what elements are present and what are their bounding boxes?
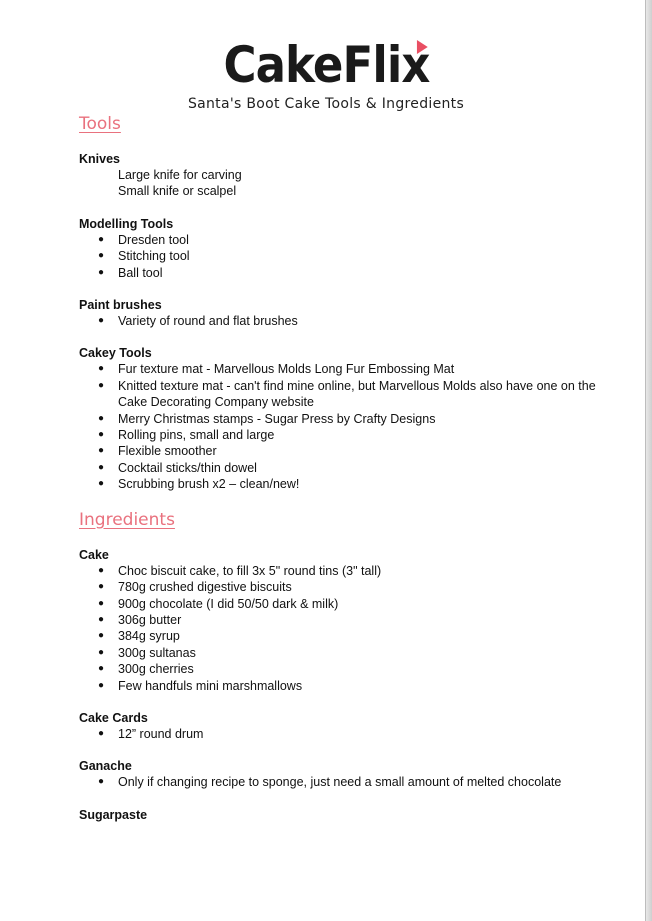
section-title-ingredients: Ingredients xyxy=(79,509,175,530)
list-item: ● 384g syrup xyxy=(79,628,619,644)
list-item: ● Knitted texture mat - can't find mine online, but Marvellous Molds also have one on the Cake Decorating Company website xyxy=(79,378,619,411)
group-heading: Knives xyxy=(79,152,120,166)
group-heading: Cakey Tools xyxy=(79,346,152,361)
section-title-tools: Tools xyxy=(79,114,121,134)
list-item: ● 780g crushed digestive biscuits xyxy=(79,579,619,595)
list-item: ● 900g chocolate (I did 50/50 dark & milk) xyxy=(79,596,619,612)
logo-text: CakeFlix xyxy=(222,36,430,94)
list-item: ● 12” round drum xyxy=(79,726,619,742)
list-item: ● Only if changing recipe to sponge, just need a small amount of melted chocolate xyxy=(79,774,619,790)
group-knives xyxy=(79,151,619,200)
list-item: ● Ball tool xyxy=(79,265,619,281)
list-item: ● Flexible smoother xyxy=(79,443,619,459)
document-body xyxy=(79,113,619,839)
list-item: ● Rolling pins, small and large xyxy=(79,427,619,443)
bullet-list xyxy=(79,313,619,329)
list-item: ● Choc biscuit cake, to fill 3x 5" round tins (3" tall) xyxy=(79,563,619,579)
list-item: ● 300g sultanas xyxy=(79,645,619,661)
cakeflix-logo xyxy=(223,36,429,94)
list-item: ● Cocktail sticks/thin dowel xyxy=(79,460,619,476)
group-heading: Paint brushes xyxy=(79,298,162,313)
list-item: ● Dresden tool xyxy=(79,232,619,248)
group-heading: Sugarpaste xyxy=(79,807,148,822)
group-paint-brushes xyxy=(79,297,619,329)
item-list xyxy=(79,167,619,200)
list-item: ● 300g cherries xyxy=(79,661,619,677)
group-cake xyxy=(79,547,619,694)
bullet-list xyxy=(79,726,619,742)
bullet-list xyxy=(79,563,619,694)
list-item: ● Variety of round and flat brushes xyxy=(79,313,619,329)
group-sugarpaste xyxy=(79,807,619,823)
list-item: ● Merry Christmas stamps - Sugar Press by Crafty Designs xyxy=(79,411,619,427)
group-heading: Cake Cards xyxy=(79,710,148,725)
group-cake-cards xyxy=(79,710,619,742)
group-ganache xyxy=(79,758,619,790)
group-heading: Ganache xyxy=(79,759,132,774)
list-item: ● Stitching tool xyxy=(79,248,619,264)
list-item: ● Fur texture mat - Marvellous Molds Long Fur Embossing Mat xyxy=(79,361,619,377)
group-heading: Cake xyxy=(79,547,109,562)
list-item: Small knife or scalpel xyxy=(118,184,237,199)
group-modelling-tools xyxy=(79,216,619,281)
bullet-list xyxy=(79,232,619,281)
list-item: Large knife for carving xyxy=(118,168,242,182)
bullet-list xyxy=(79,361,619,492)
document-header xyxy=(0,36,652,112)
group-heading: Modelling Tools xyxy=(79,216,174,231)
list-item: ● 306g butter xyxy=(79,612,619,628)
group-cakey-tools xyxy=(79,345,619,492)
document-subtitle: Santa's Boot Cake Tools & Ingredients xyxy=(187,96,465,112)
list-item: ● Scrubbing brush x2 – clean/new! xyxy=(79,476,619,492)
page-edge xyxy=(645,0,652,921)
play-triangle-icon xyxy=(416,40,427,54)
list-item: ● Few handfuls mini marshmallows xyxy=(79,678,619,694)
bullet-list xyxy=(79,774,619,790)
